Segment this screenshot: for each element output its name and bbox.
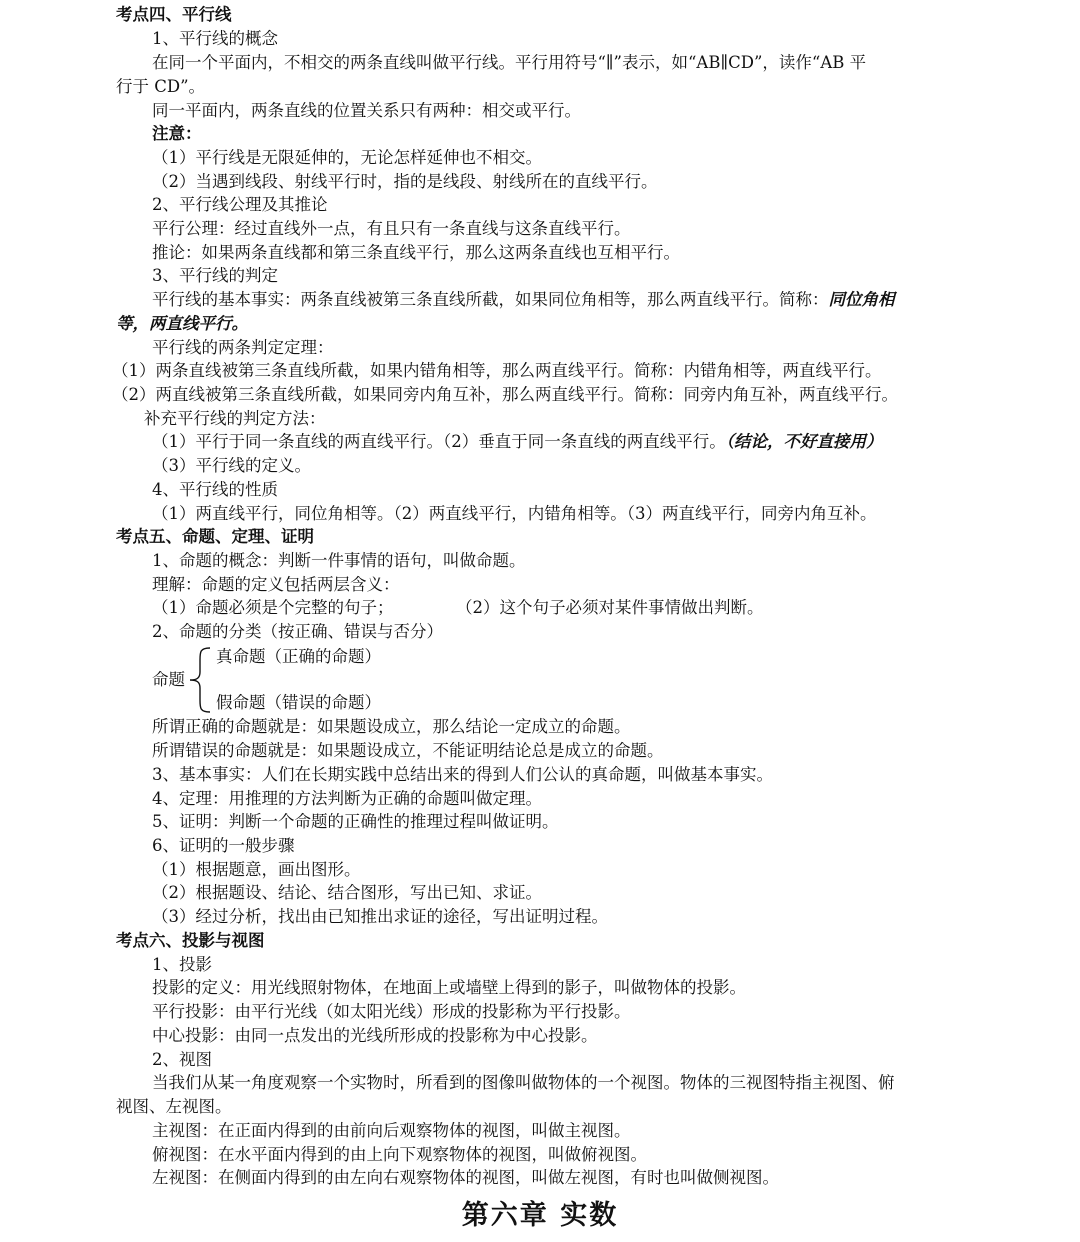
s5-line-6: 所谓错误的命题就是：如果题设成立，不能证明结论总是成立的命题。 [152,741,664,760]
s5-line-11: （1）根据题意，画出图形。 [152,860,361,879]
brace-true-proposition: 真命题（正确的命题） [216,647,381,666]
s5-line-13: （3）经过分析，找出由已知推出求证的途径，写出证明过程。 [152,907,608,926]
chapter-heading: 第六章 实数 [461,1200,619,1231]
brace-label: 命题 [152,670,185,689]
s6-view-paragraph-b: 视图、左视图。 [116,1097,232,1116]
s6-view-paragraph-a: 当我们从某一角度观察一个实物时，所看到的图像叫做物体的一个视图。物体的三视图特指主视图、俯 [152,1073,895,1092]
s5-line-3b: （2）这个句子必须对某件事情做出判断。 [456,598,764,617]
s4-axiom: 平行公理：经过直线外一点，有且只有一条直线与这条直线平行。 [152,219,631,238]
s4-theorem-intro: 平行线的两条判定定理： [152,338,334,357]
s5-line-1: 1、命题的概念：判断一件事情的语句，叫做命题。 [152,551,526,570]
s4-heading-1: 1、平行线的概念 [152,29,278,48]
s5-line-4: 2、命题的分类（按正确、错误与否分） [152,622,443,641]
section-5-title: 考点五、命题、定理、证明 [116,527,314,546]
s6-central-projection: 中心投影：由同一点发出的光线所形成的投影称为中心投影。 [152,1026,598,1045]
s6-projection-definition: 投影的定义：用光线照射物体，在地面上或墙壁上得到的影子，叫做物体的投影。 [152,978,746,997]
s5-line-7: 3、基本事实：人们在长期实践中总结出来的得到人们公认的真命题，叫做基本事实。 [152,765,773,784]
s4-theorem-2: （2）两直线被第三条直线所截，如果同旁内角互补，那么两直线平行。简称：同旁内角互补，两直线平行。 [112,385,898,404]
s6-front-view: 主视图：在正面内得到的由前向后观察物体的视图，叫做主视图。 [152,1121,631,1140]
s4-supplement-2: （3）平行线的定义。 [152,456,311,475]
s6-parallel-projection: 平行投影：由平行光线（如太阳光线）形成的投影称为平行投影。 [152,1002,631,1021]
section-6-title: 考点六、投影与视图 [116,931,265,950]
s5-line-3a: （1）命题必须是个完整的句子； [152,598,394,617]
s4-heading-2: 2、平行线公理及其推论 [152,195,328,214]
s5-line-9: 5、证明：判断一个命题的正确性的推理过程叫做证明。 [152,812,559,831]
brace-false-proposition: 假命题（错误的命题） [216,693,381,712]
s6-heading-1: 1、投影 [152,955,212,974]
s6-top-view: 俯视图：在水平面内得到的由上向下观察物体的视图，叫做俯视图。 [152,1145,647,1164]
s5-line-5: 所谓正确的命题就是：如果题设成立，那么结论一定成立的命题。 [152,717,631,736]
s4-note-2: （2）当遇到线段、射线平行时，指的是线段、射线所在的直线平行。 [152,172,658,191]
s5-line-2: 理解：命题的定义包括两层含义： [152,575,400,594]
s4-supplement-1 [152,430,883,453]
s4-properties: （1）两直线平行，同位角相等。（2）两直线平行，内错角相等。（3）两直线平行，同旁内角互补。 [152,504,877,523]
s6-left-view: 左视图：在侧面内得到的由左向右观察物体的视图，叫做左视图，有时也叫做侧视图。 [152,1168,779,1187]
s4-paragraph-2: 同一平面内，两条直线的位置关系只有两种：相交或平行。 [152,101,581,120]
s4-supplement: 补充平行线的判定方法： [144,409,326,428]
s4-corollary: 推论：如果两条直线都和第三条直线平行，那么这两条直线也互相平行。 [152,243,680,262]
s5-line-8: 4、定理：用推理的方法判断为正确的命题叫做定理。 [152,789,542,808]
s5-line-10: 6、证明的一般步骤 [152,836,295,855]
s4-heading-4: 4、平行线的性质 [152,480,278,499]
s4-theorem-1: （1）两条直线被第三条直线所截，如果内错角相等，那么两直线平行。简称：内错角相等，两直线平行。 [112,361,882,380]
s4-paragraph-1b: 行于 CD”。 [116,77,206,96]
curly-brace-icon [186,646,214,714]
s4-heading-3: 3、平行线的判定 [152,266,278,285]
s6-heading-2: 2、视图 [152,1050,212,1069]
s4-note-label: 注意： [152,124,202,143]
s4-note-1: （1）平行线是无限延伸的，无论怎样延伸也不相交。 [152,148,542,167]
s4-basic-fact-text: 平行线的基本事实：两条直线被第三条直线所截，如果同位角相等，那么两直线平行。简称： [152,290,829,309]
s4-supplement-1-text: （1）平行于同一条直线的两直线平行。（2）垂直于同一条直线的两直线平行。 [152,432,726,451]
s5-line-12: （2）根据题设、结论、结合图形，写出已知、求证。 [152,883,542,902]
s4-paragraph-1a: 在同一个平面内，不相交的两条直线叫做平行线。平行用符号“∥”表示，如“AB∥CD”，读作“AB 平 [152,53,867,72]
s4-basic-fact-emphasis-1: 同位角相 [828,290,895,309]
s4-supplement-1-emphasis: （结论，不好直接用） [725,432,883,451]
s4-basic-fact-emphasis-2: 等，两直线平行。 [116,314,248,333]
s4-basic-fact [152,288,895,311]
section-4-title: 考点四、平行线 [116,5,232,24]
